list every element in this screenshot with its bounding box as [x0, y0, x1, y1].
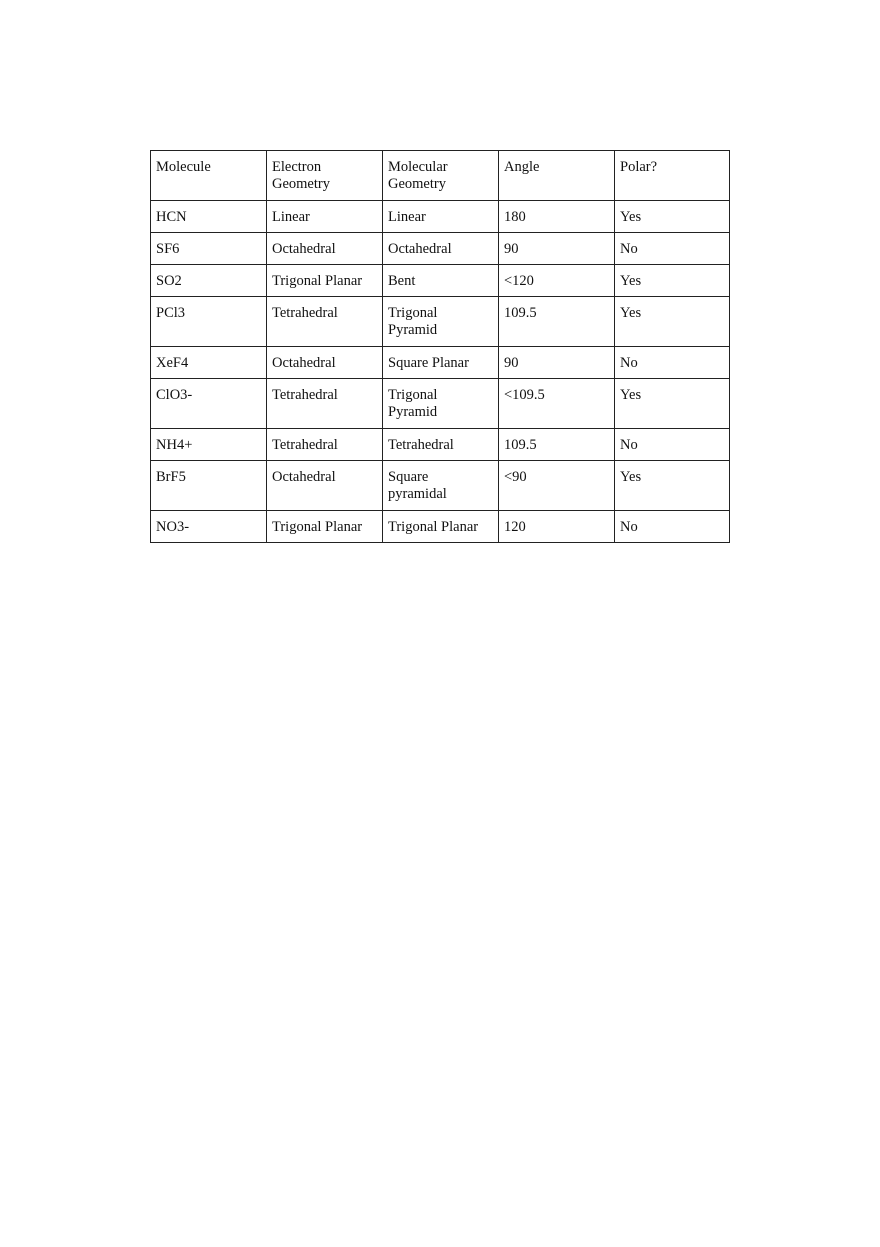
cell-angle: <120: [499, 265, 615, 297]
cell-molecule: XeF4: [151, 347, 267, 379]
cell-polar: No: [615, 429, 730, 461]
header-molecular-geometry: Molecular Geometry: [383, 151, 499, 201]
cell-angle: 120: [499, 511, 615, 543]
cell-polar: No: [615, 233, 730, 265]
cell-polar: No: [615, 511, 730, 543]
cell-electron-geometry: Trigonal Planar: [267, 265, 383, 297]
cell-electron-geometry: Octahedral: [267, 233, 383, 265]
cell-electron-geometry: Octahedral: [267, 461, 383, 511]
cell-molecule: HCN: [151, 201, 267, 233]
cell-molecular-geometry: Trigonal Pyramid: [383, 379, 499, 429]
cell-angle: <109.5: [499, 379, 615, 429]
cell-angle: 90: [499, 347, 615, 379]
cell-angle: 109.5: [499, 297, 615, 347]
cell-molecule: NO3-: [151, 511, 267, 543]
cell-electron-geometry: Tetrahedral: [267, 297, 383, 347]
table-row: [151, 511, 730, 543]
cell-molecule: PCl3: [151, 297, 267, 347]
cell-polar: Yes: [615, 297, 730, 347]
cell-polar: Yes: [615, 379, 730, 429]
table-row: [151, 233, 730, 265]
molecule-geometry-table: [150, 150, 730, 543]
header-molecule: Molecule: [151, 151, 267, 201]
cell-molecule: NH4+: [151, 429, 267, 461]
table-row: [151, 429, 730, 461]
table-row: [151, 201, 730, 233]
cell-electron-geometry: Tetrahedral: [267, 379, 383, 429]
table-row: [151, 461, 730, 511]
table-row: [151, 297, 730, 347]
cell-molecular-geometry: Square pyramidal: [383, 461, 499, 511]
table-row: [151, 347, 730, 379]
cell-electron-geometry: Linear: [267, 201, 383, 233]
header-electron-geometry: Electron Geometry: [267, 151, 383, 201]
header-angle: Angle: [499, 151, 615, 201]
header-polar: Polar?: [615, 151, 730, 201]
cell-molecule: SF6: [151, 233, 267, 265]
table-row: [151, 265, 730, 297]
cell-molecule: ClO3-: [151, 379, 267, 429]
cell-molecule: SO2: [151, 265, 267, 297]
cell-molecular-geometry: Trigonal Planar: [383, 511, 499, 543]
cell-molecular-geometry: Square Planar: [383, 347, 499, 379]
cell-molecular-geometry: Trigonal Pyramid: [383, 297, 499, 347]
table-row: [151, 379, 730, 429]
cell-polar: Yes: [615, 201, 730, 233]
cell-electron-geometry: Octahedral: [267, 347, 383, 379]
cell-molecular-geometry: Bent: [383, 265, 499, 297]
cell-angle: 180: [499, 201, 615, 233]
cell-polar: Yes: [615, 265, 730, 297]
cell-electron-geometry: Tetrahedral: [267, 429, 383, 461]
cell-molecular-geometry: Octahedral: [383, 233, 499, 265]
cell-angle: 109.5: [499, 429, 615, 461]
cell-angle: 90: [499, 233, 615, 265]
cell-molecular-geometry: Tetrahedral: [383, 429, 499, 461]
cell-angle: <90: [499, 461, 615, 511]
cell-polar: No: [615, 347, 730, 379]
cell-molecule: BrF5: [151, 461, 267, 511]
cell-polar: Yes: [615, 461, 730, 511]
cell-electron-geometry: Trigonal Planar: [267, 511, 383, 543]
table-header-row: [151, 151, 730, 201]
cell-molecular-geometry: Linear: [383, 201, 499, 233]
